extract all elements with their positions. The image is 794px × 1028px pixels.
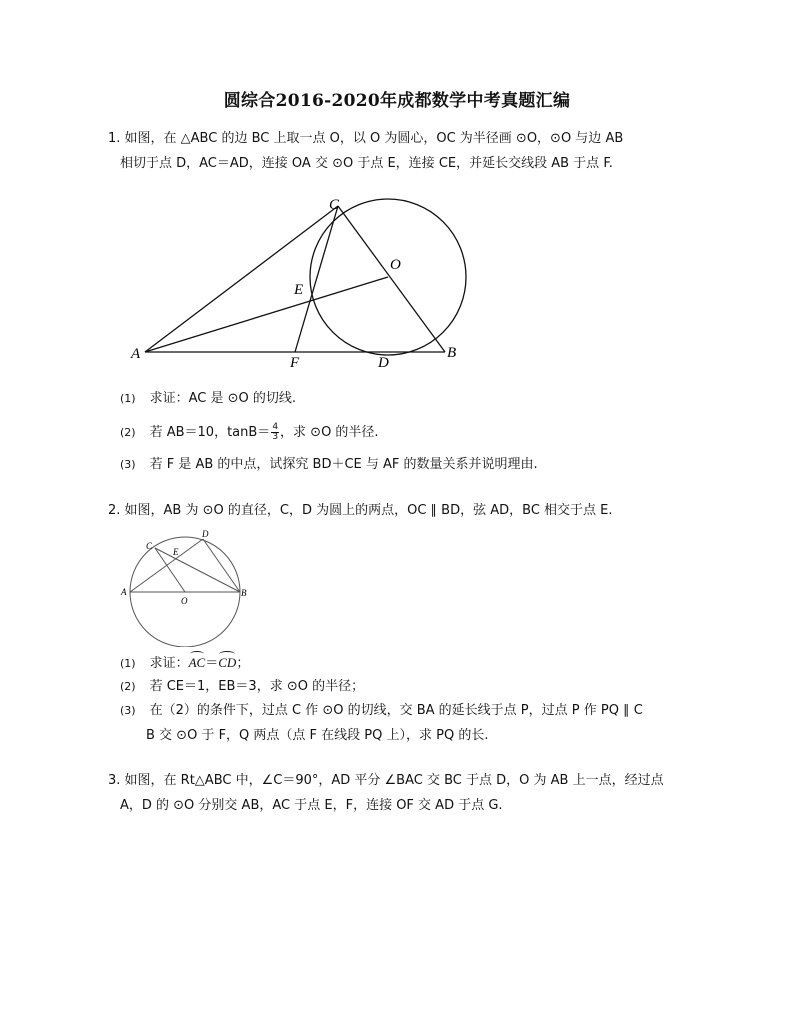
q3-stem-line2: A，D 的 ⊙O 分别交 AB，AC 于点 E，F，连接 OF 交 AD 于点 G. <box>120 798 503 813</box>
q2-stem-line1: 2. 如图，AB 为 ⊙O 的直径，C，D 为圆上的两点，OC ∥ BD，弦 AD，BC 相交于点 E. <box>108 503 613 518</box>
q2-chord-bc <box>155 548 240 592</box>
q1-sub2-fraction <box>271 423 279 442</box>
q2-sub2-num: (2) <box>120 680 136 693</box>
q2-figure <box>118 527 258 647</box>
q2-sub2-text: 若 CE＝1，EB＝3，求 ⊙O 的半径； <box>149 679 365 694</box>
q1-label-b: B <box>447 345 457 361</box>
q2-sub1-post: ； <box>236 656 250 671</box>
q1-sub2-post: ，求 ⊙O 的半径. <box>280 425 379 440</box>
q1-sub2-frac-bottom: 3 <box>272 432 279 442</box>
q1-segment-ac <box>145 206 338 352</box>
page-title: 圆综合2016-2020年成都数学中考真题汇编 <box>223 91 571 111</box>
q1-sub2-num: (2) <box>120 426 136 439</box>
q2-sub1-arc-cd: CD <box>218 655 237 670</box>
q2-sub3-text: 在（2）的条件下，过点 C 作 ⊙O 的切线，交 BA 的延长线于点 P，过点 P 作 PQ ∥ C <box>149 703 643 718</box>
q2-label-o: O <box>181 596 188 606</box>
q2-sub1-num: (1) <box>120 657 136 670</box>
q2-sub1 <box>120 654 249 673</box>
q1-segment-ao <box>145 277 388 352</box>
q2-sub3-num: (3) <box>120 704 136 717</box>
q2-sub1-pre: 求证： <box>149 656 189 671</box>
q2-sub1-mid: ＝ <box>205 656 219 671</box>
q1-segment-cb <box>338 206 445 352</box>
q1-sub2-frac-top: 4 <box>272 422 279 432</box>
q2-sub3 <box>120 702 643 720</box>
q1-label-o: O <box>390 257 401 273</box>
q2-label-b: B <box>241 588 247 598</box>
q2-segment-bd <box>203 539 240 592</box>
q1-sub2-pre: 若 AB＝10，tanB＝ <box>149 425 271 440</box>
q1-sub1 <box>120 390 296 408</box>
q1-sub2 <box>120 423 379 442</box>
q2-sub1-arc-ac: AC <box>188 655 206 670</box>
q1-label-a: A <box>131 346 141 362</box>
q1-sub3 <box>120 456 538 474</box>
q1-sub1-text: 求证：AC 是 ⊙O 的切线. <box>149 391 296 406</box>
q2-sub2 <box>120 678 364 696</box>
q2-label-c: C <box>146 541 153 551</box>
q1-sub3-num: (3) <box>120 458 136 471</box>
q3-stem-line1: 3. 如图，在 Rt△ABC 中，∠C＝90°，AD 平分 ∠BAC 交 BC 于点 D，O 为 AB 上一点，经过点 <box>108 773 664 788</box>
q1-figure <box>128 195 468 370</box>
q1-label-c: C <box>329 197 340 213</box>
q2-sub3-continuation: B 交 ⊙O 于 F，Q 两点（点 F 在线段 PQ 上），求 PQ 的长. <box>146 728 489 743</box>
q1-label-f: F <box>290 355 300 370</box>
q1-sub3-text: 若 F 是 AB 的中点，试探究 BD＋CE 与 AF 的数量关系并说明理由. <box>149 457 538 472</box>
q2-label-e: E <box>173 547 179 557</box>
q1-label-e: E <box>294 282 304 298</box>
q2-label-a: A <box>121 587 127 597</box>
q1-stem-line2: 相切于点 D，AC＝AD，连接 OA 交 ⊙O 于点 E，连接 CE，并延长交线段 AB 于点 F. <box>120 156 613 171</box>
q1-stem-line1: 1. 如图，在 △ABC 的边 BC 上取一点 O，以 O 为圆心，OC 为半径画 ⊙O，⊙O 与边 AB <box>108 131 624 146</box>
q2-label-d: D <box>202 529 209 539</box>
q1-label-d: D <box>378 355 389 370</box>
q2-chord-ad <box>130 539 203 592</box>
q1-sub1-num: (1) <box>120 392 136 405</box>
